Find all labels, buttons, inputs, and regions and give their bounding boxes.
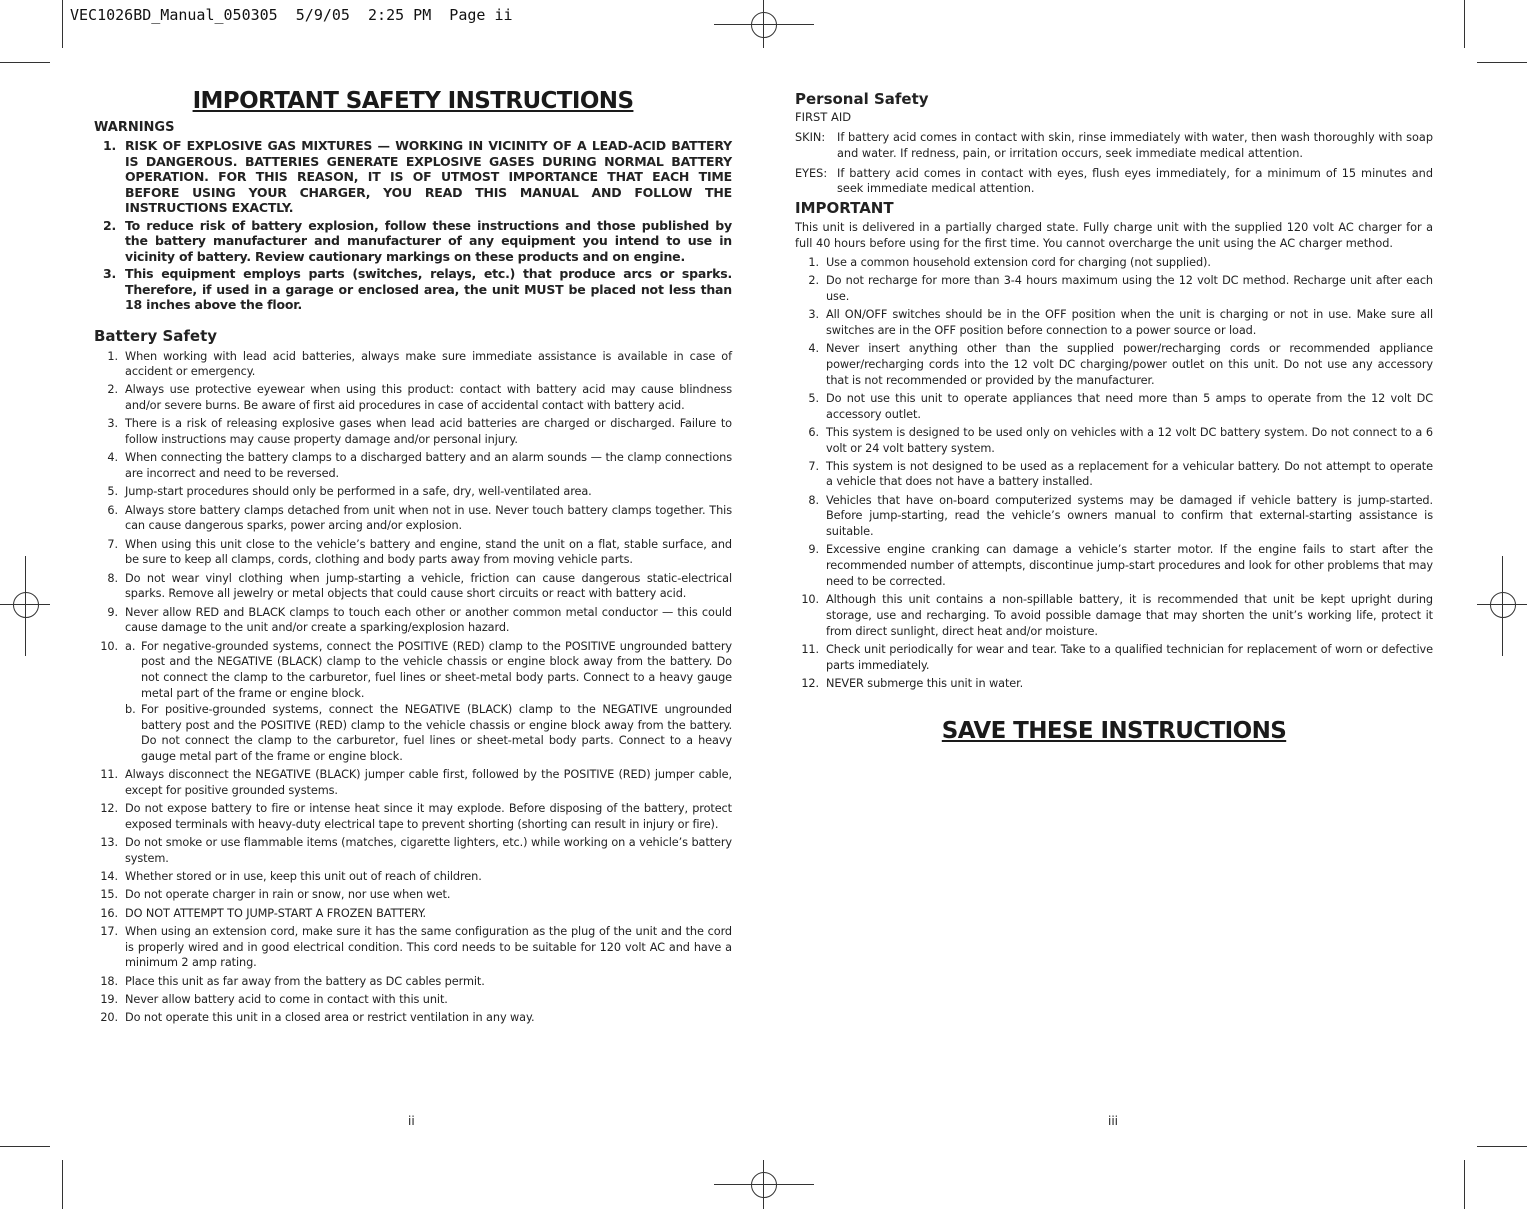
list-item: [795, 676, 1433, 692]
item-text: NEVER submerge this unit in water.: [826, 677, 1024, 690]
item-text: Do not use this unit to operate appliances that need more than 5 amps to operate from the 12 volt DC accessory outlet.: [826, 391, 1433, 421]
list-item: [94, 801, 732, 833]
list-item: [94, 537, 732, 569]
item-number: 3.: [808, 307, 819, 321]
crop-mark: [1477, 1146, 1527, 1147]
item-number: 10.: [100, 639, 118, 653]
important-paragraph: This unit is delivered in a partially charged state. Fully charge unit with the supplied 120 volt AC charger for a full 40 hours before using for the first time. You cannot overcharge the unit using the AC charger method.: [795, 221, 1433, 250]
item-text: Always use protective eyewear when using this product: contact with battery acid may cause blindness and/or severe burns. Be aware of first aid procedures in case of accidental contact with battery acid.: [125, 383, 732, 413]
item-number: 6.: [107, 503, 118, 517]
list-item: [94, 869, 732, 885]
skin-text: If battery acid comes in contact with skin, rinse immediately with water, then wash thoroughly with soap and water. If redness, pain, or irritation occurs, seek immediate medical attention.: [837, 131, 1433, 160]
item-text: All ON/OFF switches should be in the OFF position when the unit is charging or not in use. Make sure all switches are in the OFF position before connection to a power source or load.: [826, 307, 1433, 337]
eyes-text: If battery acid comes in contact with eyes, flush eyes immediately, for a minimum of 15 minutes and seek immediate medical attention.: [837, 166, 1433, 196]
item-text: RISK OF EXPLOSIVE GAS MIXTURES — WORKING IN VICINITY OF A LEAD-ACID BATTERY IS DANGEROUS. BATTERIES GENERATE EXPLOSIVE GASES DURING NORMAL BATTERY OPERATION. FOR THIS REASON, IT IS OF UTMOST IMPORTANCE THAT EACH TIME BEFORE USING YOUR CHARGER, YOU READ THIS MANUAL AND FOLLOW THE INSTRUCTIONS EXACTLY.: [125, 138, 732, 215]
crop-mark: [1464, 1160, 1465, 1209]
list-item: [94, 484, 732, 500]
page-number-right: iii: [1108, 1114, 1119, 1128]
item-text: There is a risk of releasing explosive gases when lead acid batteries are charged or discharged. Failure to follow instructions may cause property damage and/or personal injury.: [125, 417, 732, 447]
item-text: When working with lead acid batteries, always make sure immediate assistance is available in case of accident or emergency.: [125, 349, 732, 379]
item-text: Although this unit contains a non-spillable battery, it is recommended that unit be kept upright during storage, use and recharging. To avoid possible damage that may shorten the unit’s working life, protect it from direct sunlight, direct heat and/or moisture.: [826, 593, 1433, 638]
item-number: 7.: [808, 459, 819, 473]
list-item: [94, 416, 732, 448]
item-text: Check unit periodically for wear and tear. Take to a qualified technician for replacement of worn or defective parts immediately.: [826, 643, 1433, 672]
item-number: 12.: [100, 802, 118, 816]
item-number: 1.: [107, 349, 118, 363]
item-text: Do not expose battery to fire or intense heat since it may explode. Before disposing of the battery, protect exposed terminals with heavy-duty electrical tape to prevent shorting (shorting can result in injury or fire).: [125, 802, 732, 832]
list-item: [94, 924, 732, 971]
right-page: [795, 90, 1433, 744]
list-item: [795, 255, 1433, 271]
list-item: [94, 835, 732, 867]
item-number: 10.: [801, 593, 819, 607]
item-number: 7.: [107, 537, 118, 551]
list-item: [795, 642, 1433, 674]
item-number: 1.: [103, 138, 117, 153]
item-number: 2.: [107, 383, 118, 397]
list-item: [795, 425, 1433, 457]
sub-item-letter: b.: [125, 702, 136, 716]
file-slug: VEC1026BD_Manual_050305 5/9/05 2:25 PM Page ii: [70, 6, 513, 24]
item-text: Never allow battery acid to come in contact with this unit.: [125, 992, 448, 1006]
item-text: Always disconnect the NEGATIVE (BLACK) jumper cable first, followed by the POSITIVE (RED) jumper cable, except for positive grounded systems.: [125, 768, 732, 798]
item-text: This system is not designed to be used as a replacement for a vehicular battery. Do not attempt to operate a vehicle that does not have a battery installed.: [826, 459, 1433, 489]
crop-mark: [1477, 62, 1527, 63]
list-item: [795, 493, 1433, 540]
battery-safety-heading: Battery Safety: [94, 326, 218, 345]
item-number: 9.: [107, 605, 118, 619]
sub-item-text: For positive-grounded systems, connect the NEGATIVE (BLACK) clamp to the NEGATIVE ungrounded battery post and the POSITIVE (RED) clamp to the vehicle chassis or engine block away from the battery. Do not connect the clamp to the carburetor, fuel lines or sheet-metal body parts. Connect to a heavy gauge metal part of the frame or engine block.: [141, 702, 732, 764]
item-number: 4.: [107, 451, 118, 465]
battery-safety-list: [94, 349, 732, 1026]
item-text: Never insert anything other than the supplied power/recharging cords or recommended appliance power/recharging cords into the 12 volt DC charging/power outlet on this unit. Do not use any accessory that is not recommended or provided by the manufacturer.: [826, 341, 1433, 387]
list-item: [94, 639, 732, 765]
item-text: Vehicles that have on-board computerized systems may be damaged if vehicle battery is jump-started. Before jump-starting, read the vehicle’s owners manual to confirm that external-starting assistance is suitable.: [826, 493, 1433, 539]
list-item: [94, 266, 732, 313]
item-number: 4.: [808, 341, 819, 355]
eyes-label: EYES:: [795, 166, 828, 180]
sub-item: [125, 639, 732, 702]
item-text: Jump-start procedures should only be performed in a safe, dry, well-ventilated area.: [125, 485, 592, 499]
sub-item-letter: a.: [125, 639, 136, 653]
crop-mark: [0, 62, 50, 63]
item-text: When connecting the battery clamps to a discharged battery and an alarm sounds — the clamp connections are incorrect and need to be reversed.: [125, 451, 732, 481]
list-item: [94, 382, 732, 414]
item-number: 14.: [100, 870, 118, 884]
item-text: Whether stored or in use, keep this unit out of reach of children.: [125, 870, 482, 884]
warnings-label: WARNINGS: [94, 120, 175, 135]
item-text: Use a common household extension cord for charging (not supplied).: [826, 255, 1211, 269]
skin-instruction: [795, 130, 1433, 162]
important-heading: IMPORTANT: [795, 199, 894, 218]
crop-mark: [0, 1146, 50, 1147]
important-list: [795, 255, 1433, 692]
eyes-instruction: [795, 166, 1433, 198]
item-text: Do not operate charger in rain or snow, nor use when wet.: [125, 888, 451, 902]
item-number: 5.: [808, 391, 819, 405]
list-item: [795, 459, 1433, 491]
crop-mark: [62, 1160, 63, 1209]
list-item: [795, 592, 1433, 639]
item-number: 20.: [100, 1011, 118, 1024]
registration-circle: [13, 592, 39, 618]
item-text: Never allow RED and BLACK clamps to touch each other or another common metal conductor — this could cause damage to the unit and/or create a sparking/explosion hazard.: [125, 605, 732, 635]
crop-mark: [62, 0, 63, 48]
item-number: 3.: [103, 266, 117, 281]
registration-circle: [1490, 592, 1516, 618]
item-number: 19.: [100, 992, 118, 1006]
list-item: [94, 974, 732, 990]
item-text: Place this unit as far away from the battery as DC cables permit.: [125, 974, 485, 988]
item-number: 8.: [808, 493, 819, 507]
skin-label: SKIN:: [795, 131, 826, 144]
list-item: [94, 992, 732, 1008]
item-number: 15.: [100, 888, 118, 902]
page-number-left: ii: [408, 1114, 415, 1128]
list-item: [795, 542, 1433, 589]
list-item: [94, 218, 732, 265]
item-number: 3.: [107, 417, 118, 431]
list-item: [795, 391, 1433, 423]
item-text: Do not smoke or use flammable items (matches, cigarette lighters, etc.) while working on a vehicle’s battery system.: [125, 836, 732, 866]
list-item: [94, 1010, 732, 1026]
item-text: This equipment employs parts (switches, relays, etc.) that produce arcs or sparks. Therefore, if used in a garage or enclosed area, the unit MUST be placed not less than 18 inches above the floor.: [125, 266, 732, 312]
list-item: [94, 767, 732, 799]
sub-item-text: For negative-grounded systems, connect the POSITIVE (RED) clamp to the POSITIVE ungrounded battery post and the NEGATIVE (BLACK) clamp to the vehicle chassis or engine block away from the battery. Do not connect the clamp to the carburetor, fuel lines or sheet-metal body parts. Connect to a heavy gauge metal part of the frame or engine block.: [141, 639, 732, 700]
item-number: 11.: [801, 643, 819, 657]
item-number: 8.: [107, 571, 118, 585]
warnings-list: [94, 138, 732, 313]
item-text: Do not recharge for more than 3-4 hours maximum using the 12 volt DC method. Recharge unit after each use.: [826, 273, 1433, 303]
item-number: 16.: [100, 906, 118, 920]
item-text: When using this unit close to the vehicle’s battery and engine, stand the unit on a flat, stable surface, and be sure to keep all clamps, cords, clothing and body parts away from moving vehicle parts.: [125, 537, 732, 567]
item-number: 12.: [801, 677, 819, 690]
page-title: IMPORTANT SAFETY INSTRUCTIONS: [192, 88, 634, 114]
item-number: 17.: [100, 924, 118, 938]
list-item: [795, 273, 1433, 305]
item-text: Do not wear vinyl clothing when jump-starting a vehicle, friction can cause dangerous static-electrical sparks. Remove all jewelry or metal objects that could cause short circuits or react with battery acid.: [125, 571, 732, 601]
item-number: 6.: [808, 425, 819, 439]
list-item: [795, 341, 1433, 388]
registration-circle: [751, 12, 777, 38]
item-text: DO NOT ATTEMPT TO JUMP-START A FROZEN BATTERY.: [125, 906, 427, 920]
item-number: 2.: [808, 273, 819, 287]
item-number: 11.: [100, 768, 118, 782]
item-text: Do not operate this unit in a closed area or restrict ventilation in any way.: [125, 1011, 535, 1024]
item-text: To reduce risk of battery explosion, follow these instructions and those published by the battery manufacturer and manufacturer of any equipment you intend to use in vicinity of battery. Review cautionary markings on these products and on engine.: [125, 217, 732, 264]
crop-mark: [1464, 0, 1465, 48]
list-item: [795, 307, 1433, 339]
item-text: Always store battery clamps detached from unit when not in use. Never touch battery clamps together. This can cause dangerous sparks, power arcing and/or explosion.: [125, 503, 732, 533]
item-text: When using an extension cord, make sure it has the same configuration as the plug of the unit and the cord is properly wired and in good electrical condition. This cord needs to be suitable for 120 volt AC and have a minimum 2 amp rating.: [125, 924, 732, 970]
item-number: 13.: [100, 836, 118, 850]
item-text: This system is designed to be used only on vehicles with a 12 volt DC battery system. Do not connect to a 6 volt or 24 volt battery system.: [826, 425, 1433, 455]
item-number: 1.: [808, 255, 819, 269]
list-item: [94, 349, 732, 381]
item-text: Excessive engine cranking can damage a vehicle’s starter motor. If the engine fails to start after the recommended number of attempts, discontinue jump-start procedures and look for other problems that may need to be corrected.: [826, 543, 1433, 589]
list-item: [94, 503, 732, 535]
list-item: [94, 450, 732, 482]
list-item: [94, 605, 732, 637]
list-item: [94, 887, 732, 903]
item-number: 2.: [103, 217, 117, 233]
item-number: 9.: [808, 543, 819, 557]
registration-circle: [751, 1172, 777, 1198]
list-item: [94, 138, 732, 216]
item-number: 18.: [100, 974, 118, 988]
left-page: [94, 88, 732, 1028]
save-instructions-title: SAVE THESE INSTRUCTIONS: [941, 717, 1287, 744]
list-item: [94, 571, 732, 603]
item-number: 5.: [107, 485, 118, 499]
list-item: [94, 906, 732, 922]
sub-item: [125, 702, 732, 765]
personal-safety-heading: Personal Safety: [795, 90, 929, 108]
first-aid-label: FIRST AID: [795, 110, 852, 124]
